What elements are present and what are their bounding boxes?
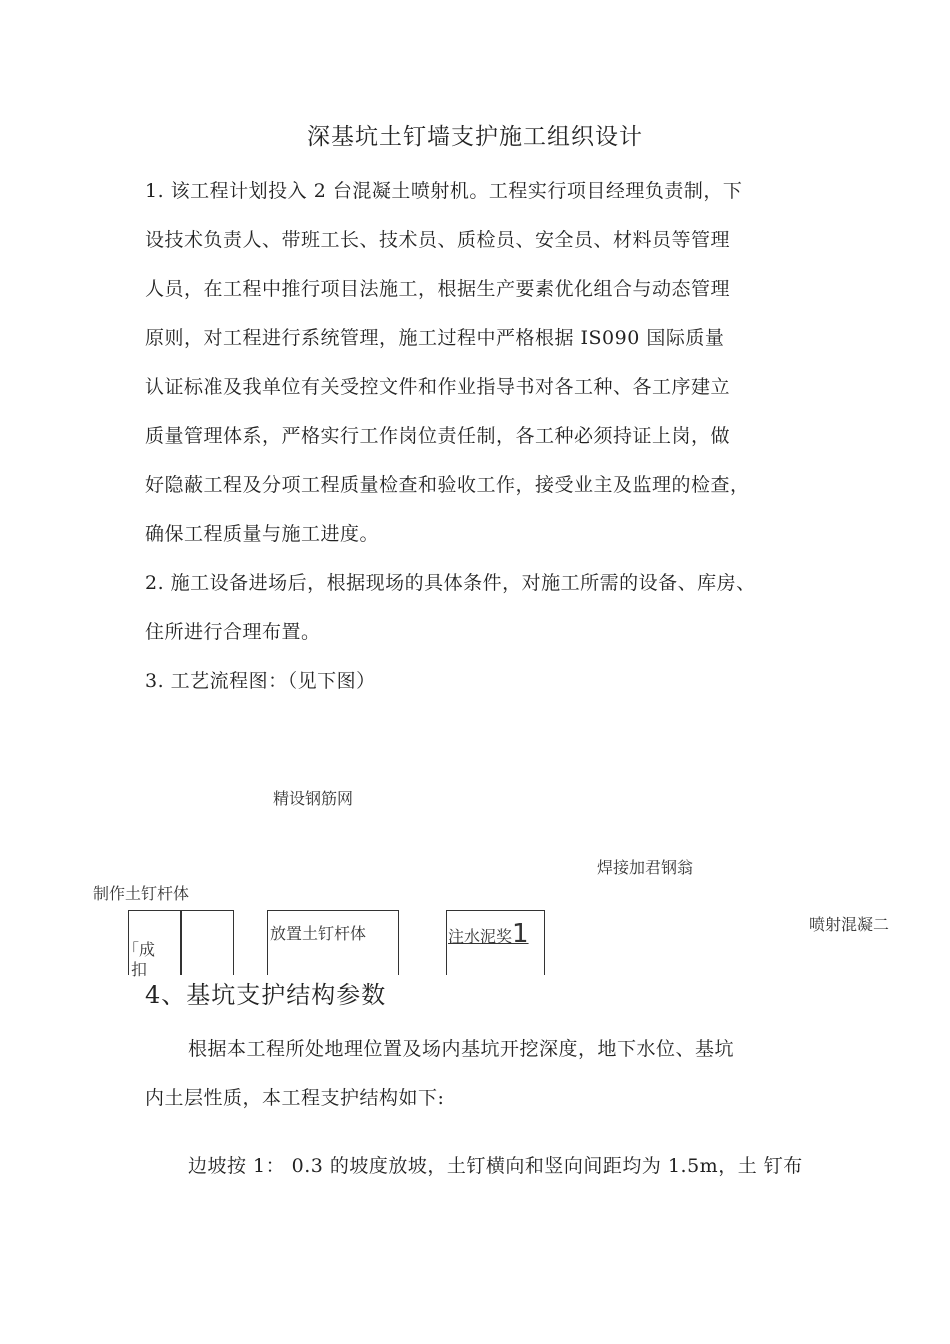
grout-label: 注水泥奖 [448, 927, 513, 946]
paragraph-line: 住所进行合理布置。 [145, 621, 321, 643]
flow-box-text-a: ｢成 [131, 940, 156, 959]
flow-step-place-nail: 放置土钉杆体 [270, 924, 367, 943]
flow-box-text-b: 扣 [131, 960, 148, 979]
paragraph-line: 设技术负责人、带班工长、技术员、质检员、安全员、材料员等管理 [145, 229, 731, 251]
section-heading: 4、基坑支护结构参数 [145, 981, 387, 1009]
grout-number: 1 [512, 919, 529, 949]
paragraph-line: 人员，在工程中推行项目法施工，根据生产要素优化组合与动态管理 [145, 278, 731, 300]
paragraph-line: 2. 施工设备进场后，根据现场的具体条件，对施工所需的设备、库房、 [145, 572, 756, 594]
paragraph-line: 原则，对工程进行系统管理，施工过程中严格根据 IS090 国际质量 [145, 327, 725, 349]
flow-step-grout [448, 919, 529, 949]
flow-step-make-nail: 制作土钉杆体 [93, 884, 190, 903]
paragraph-line: 好隐蔽工程及分项工程质量检查和验收工作，接受业主及监理的检查， [145, 474, 750, 496]
paragraph-line: 确保工程质量与施工进度。 [145, 523, 380, 545]
section-paragraph-line: 根据本工程所处地理位置及场内基坑开挖深度，地下水位、基坑 [188, 1038, 735, 1060]
section-paragraph-line: 边坡按 1： 0.3 的坡度放坡，土钉横向和竖向间距均为 1.5m，土 钉布 [188, 1155, 803, 1177]
flow-step-shotcrete: 喷射混凝二 [809, 915, 890, 934]
section-paragraph-line: 内土层性质，本工程支护结构如下: [145, 1087, 445, 1109]
flow-step-mesh: 精设钢筋网 [273, 789, 354, 808]
paragraph-line: 1. 该工程计划投入 2 台混凝土喷射机。工程实行项目经理负责制，下 [145, 180, 743, 202]
flow-step-weld: 焊接加君钢翁 [597, 858, 694, 877]
flow-box-left-b [180, 910, 234, 975]
page-title: 深基坑土钉墙支护施工组织设计 [307, 124, 643, 150]
paragraph-line: 认证标准及我单位有关受控文件和作业指导书对各工种、各工序建立 [145, 376, 731, 398]
paragraph-line: 3. 工艺流程图：（见下图） [145, 670, 376, 692]
paragraph-line: 质量管理体系，严格实行工作岗位责任制，各工种必须持证上岗，做 [145, 425, 731, 447]
